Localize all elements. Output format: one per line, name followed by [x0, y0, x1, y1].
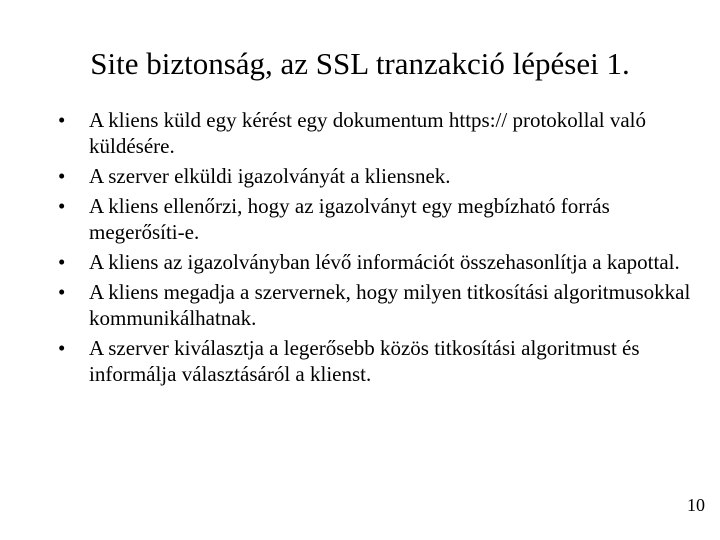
bullet-item-request — [58, 107, 698, 159]
page-number: 10 — [687, 495, 705, 515]
bullet-list — [58, 107, 698, 391]
bullet-item-certificate-check — [58, 193, 698, 245]
bullet-icon: • — [58, 108, 66, 132]
bullet-item-certificate-sent — [58, 163, 698, 189]
bullet-icon: • — [58, 194, 66, 218]
bullet-text: A kliens küld egy kérést egy dokumentum https:// protokollal való küldésére. — [89, 108, 647, 158]
slide-title: Site biztonság, az SSL tranzakció lépései 1. — [90, 46, 630, 81]
bullet-text: A kliens megadja a szervernek, hogy milyen titkosítási algoritmusokkal kommunikálhatnak. — [89, 280, 691, 330]
bullet-icon: • — [58, 280, 66, 304]
bullet-item-choose-algorithm — [58, 335, 698, 387]
bullet-icon: • — [58, 164, 66, 188]
bullet-text: A kliens az igazolványban lévő információt összehasonlítja a kapottal. — [89, 250, 680, 274]
bullet-text: A kliens ellenőrzi, hogy az igazolványt egy megbízható forrás megerősíti-e. — [89, 194, 610, 244]
bullet-icon: • — [58, 250, 66, 274]
bullet-item-compare — [58, 249, 698, 275]
bullet-text: A szerver elküldi igazolványát a kliensnek. — [89, 164, 451, 188]
bullet-icon: • — [58, 336, 66, 360]
bullet-text: A szerver kiválasztja a legerősebb közös titkosítási algoritmust és informálja választásáról a klienst. — [89, 336, 640, 386]
bullet-item-algorithms — [58, 279, 698, 331]
